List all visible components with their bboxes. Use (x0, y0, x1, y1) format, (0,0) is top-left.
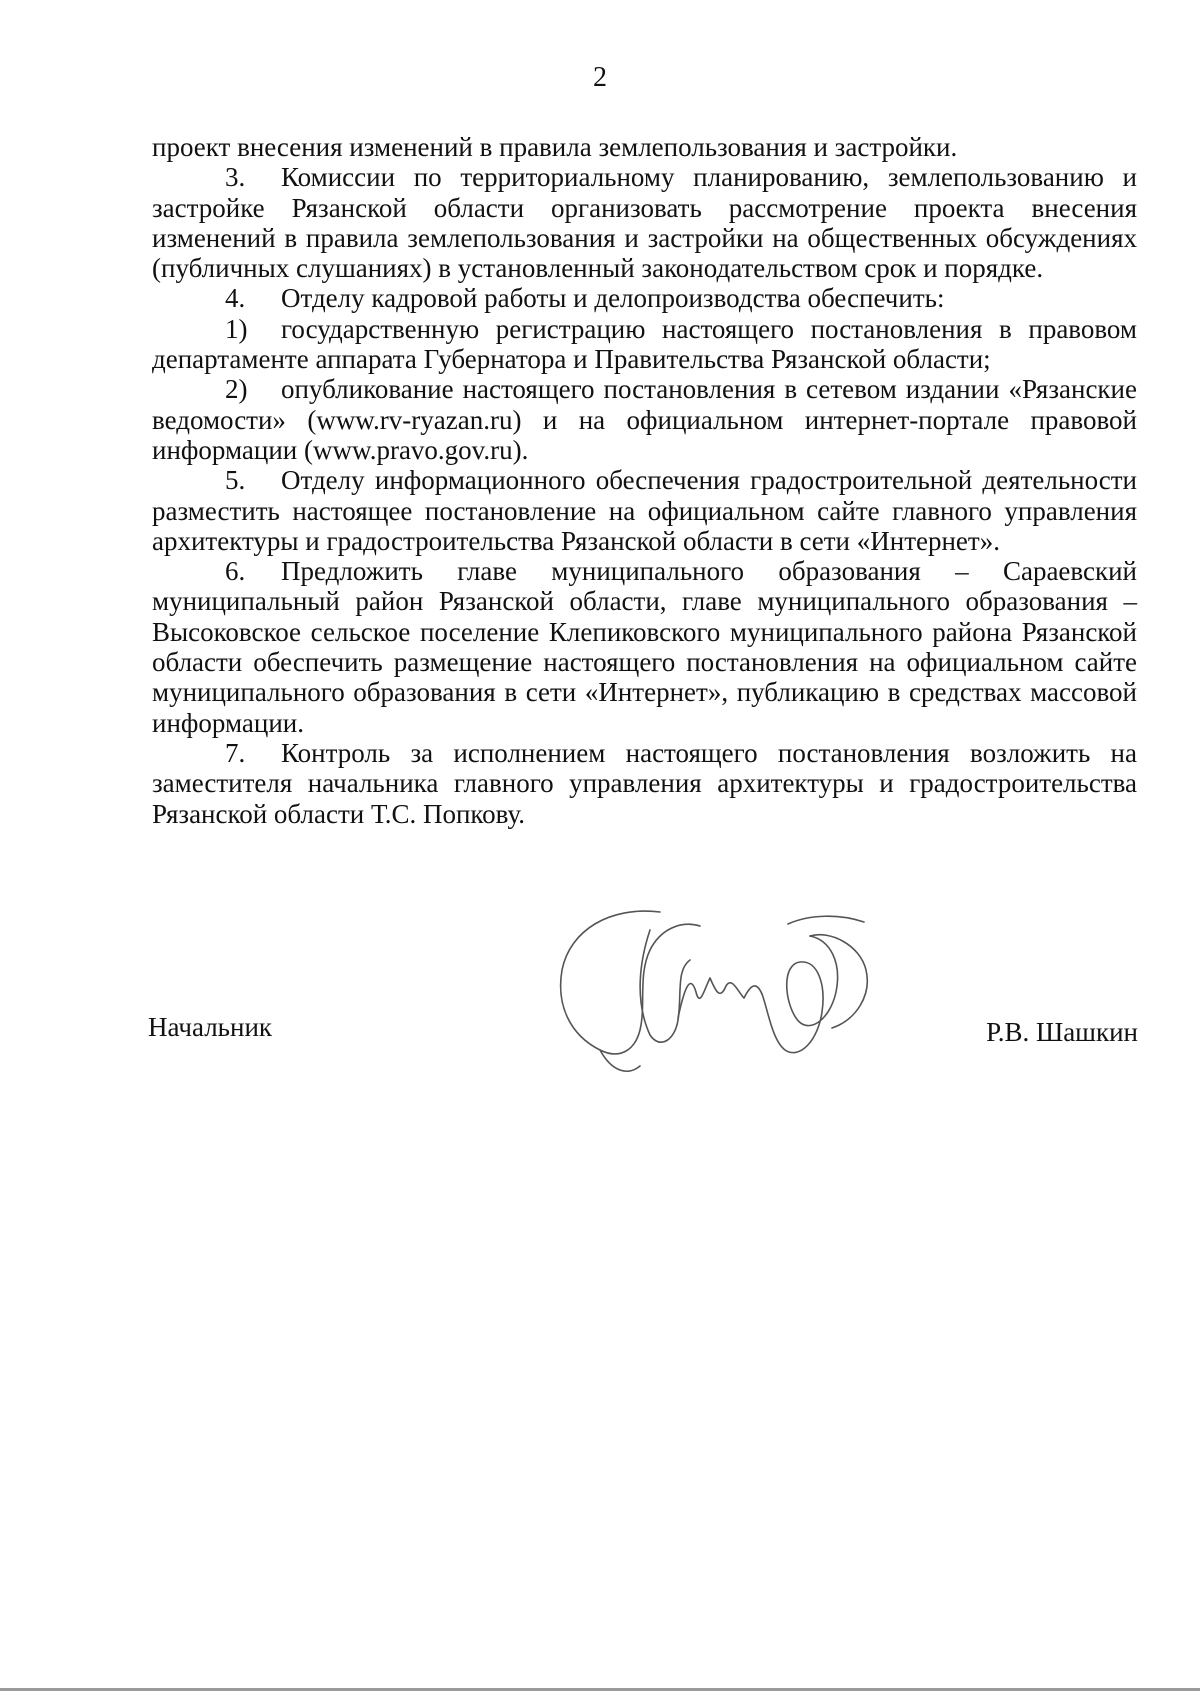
signature-block (148, 960, 1138, 1120)
paragraph-6 (152, 556, 1137, 738)
paragraph-text: Отделу кадровой работы и делопроизводства обеспечить: (281, 283, 945, 314)
paragraph-7 (152, 738, 1137, 829)
document-body (152, 132, 1137, 829)
signatory-title: Начальник (148, 1012, 273, 1042)
paragraph-4-2 (152, 374, 1137, 465)
scan-edge-line (0, 1688, 1200, 1691)
paragraph-text: Отделу информационного обеспечения градостроительной деятельности разместить настоящее постановление на официальном сайте главного управления архитектуры и градостроительства Рязанской области в сети «Интернет». (152, 465, 1137, 556)
item-number: 6. (225, 556, 246, 587)
paragraph-text: Предложить главе муниципального образования – Сараевский муниципальный район Рязанской области, главе муниципального образования – Высоковское сельское поселение Клепиковского муниципального района Рязанской области обеспечить размещение настоящего постановления на официальном сайте муниципального образования в сети «Интернет», публикацию в средствах массовой информации. (152, 556, 1137, 738)
paragraph-text: Контроль за исполнением настоящего постановления возложить на заместителя начальника главного управления архитектуры и градостроительства Рязанской области Т.С. Попкову. (152, 737, 1137, 829)
paragraph-5 (152, 465, 1137, 556)
item-number: 3. (225, 162, 246, 193)
paragraph-4-1 (152, 314, 1137, 375)
paragraph-text: Комиссии по территориальному планированию, землепользованию и застройке Рязанской области организовать рассмотрение проекта внесения изменений в правила землепользования и застройки на общественных обсуждениях (публичных слушаниях) в установленный законодательством срок и порядке. (152, 162, 1137, 284)
paragraph-3 (152, 162, 1137, 283)
page-number: 2 (593, 62, 607, 93)
item-number: 1) (225, 313, 248, 344)
item-number: 4. (225, 283, 246, 314)
handwritten-signature (500, 900, 880, 1080)
paragraph-text: государственную регистрацию настоящего постановления в правовом департаменте аппарата Губернатора и Правительства Рязанской области; (152, 313, 1137, 375)
item-number: 2) (225, 374, 248, 405)
signatory-name: Р.В. Шашкин (986, 1017, 1138, 1047)
item-number: 5. (225, 465, 246, 496)
item-number: 7. (225, 737, 246, 768)
paragraph-continuation (152, 132, 1137, 162)
paragraph-4 (152, 283, 1137, 313)
paragraph-text: опубликование настоящего постановления в сетевом издании «Рязанские ведомости» (www.rv-ryazan.ru) и на официальном интернет-портале правовой информации (www.pravo.gov.ru). (152, 374, 1137, 465)
paragraph-text: проект внесения изменений в правила землепользования и застройки. (152, 132, 958, 162)
